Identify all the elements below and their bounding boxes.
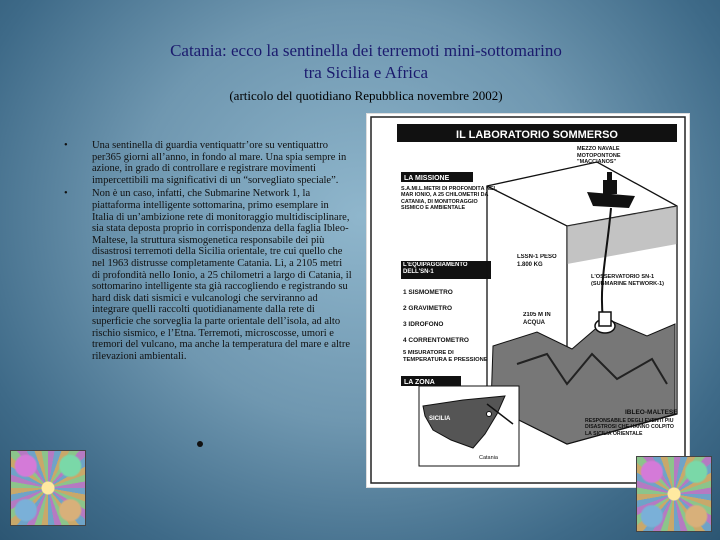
map-label-catania: Catania xyxy=(479,455,498,461)
fault-caption: RESPONSABILE DEGLI EVENTI PIÙ DISASTROSI CHE HANNO COLPITO LA SICILIA ORIENTALE xyxy=(585,418,674,437)
bullet-marker: • xyxy=(64,188,68,200)
slide-title xyxy=(60,40,672,84)
bullet-item xyxy=(62,188,352,362)
bullet-item xyxy=(62,140,352,186)
fault-label: IBLEO-MALTESE xyxy=(625,409,678,416)
bullet-text: Una sentinella di guardia ventiquattr’ore su ventiquattro per365 giorni all’anno, in fondo al mare. Una spia sempre in azione, in grado di controllare e registrare movimenti impercettibili ma significativi di un “sorvegliato speciale”. xyxy=(92,140,347,186)
slide-title-line-2: tra Sicilia e Africa xyxy=(303,63,429,82)
mission-text: S.A.MI.L.METRI DI PROFONDITÀ NEL MAR IONIO, A 25 CHILOMETRI DA CATANIA, DI MONITORAGGIO SISMICO E AMBIENTALE xyxy=(401,186,497,212)
slide-subtitle: (articolo del quotidiano Repubblica novembre 2002) xyxy=(229,88,503,103)
map-label-sicily: SICILIA xyxy=(429,416,451,422)
equipment-item: 3 IDROFONO xyxy=(403,321,444,328)
infographic-header: IL LABORATORIO SOMMERSO xyxy=(456,129,618,141)
vessel-label: MEZZO NAVALE MOTOPONTONE "MACCIANOS" xyxy=(577,146,621,164)
equipment-item: 1 SISMOMETRO xyxy=(403,289,453,296)
bullet-text: Non è un caso, infatti, che Submarine Network 1, la piattaforma intelligente sottomarina, primo esemplare in Italia di un’ambizione rete di monitoraggio multidisciplinare, sia stata deposta proprio in corrispondenza della faglia Ibleo-Maltese, la struttura sismogenetica responsabile dei più disastrosi terremoti della Sicilia orientale, tre cui quello che nel 1963 distrusse completamente Catania. Lì, a 2105 metri di profondità nello Ionio, a 25 chilometri a largo di Catania, il sottomarino intelligente sta già raccogliendo e registrando su hard disk dati sismici e vulcanologi che serviranno ad integrare quelli raccolti quotidianamente dalla rete di superficie che sorveglia la parte orientale dell’isola, ad alto rischio sismico, e l’Etna. Terremoti, microscosse, umori e tremori del vulcano, ma anche la temperatura del mare e altre rilevazioni ambientali. xyxy=(92,188,352,362)
equipment-item: 4 CORRENTOMETRO xyxy=(403,337,469,344)
specs-label: LSSN-1 PESO 1.800 KG xyxy=(517,254,557,268)
empty-bullet-dot xyxy=(197,441,203,447)
fractal-ornament-right xyxy=(636,456,712,532)
bullet-marker: • xyxy=(64,140,68,151)
newspaper-infographic xyxy=(366,113,690,488)
depth-label: 2105 M IN ACQUA xyxy=(523,312,551,326)
mission-label: LA MISSIONE xyxy=(404,175,450,182)
sicily-map xyxy=(419,386,519,466)
fractal-ornament-left xyxy=(10,450,86,526)
equipment-label: L'EQUIPAGGIAMENTO DELL'SN-1 xyxy=(403,262,468,275)
slide-title-line-1: Catania: ecco la sentinella dei terremoti mini-sottomarino xyxy=(170,41,562,60)
bullet-list xyxy=(62,140,352,364)
zone-label: LA ZONA xyxy=(404,379,435,386)
equipment-item: 2 GRAVIMETRO xyxy=(403,305,452,312)
equipment-item: 5 MISURATORE DI TEMPERATURA E PRESSIONE xyxy=(403,350,488,363)
observatory-label: L'OSSERVATORIO SN-1 (SUBMARINE NETWORK-1) xyxy=(591,274,665,287)
